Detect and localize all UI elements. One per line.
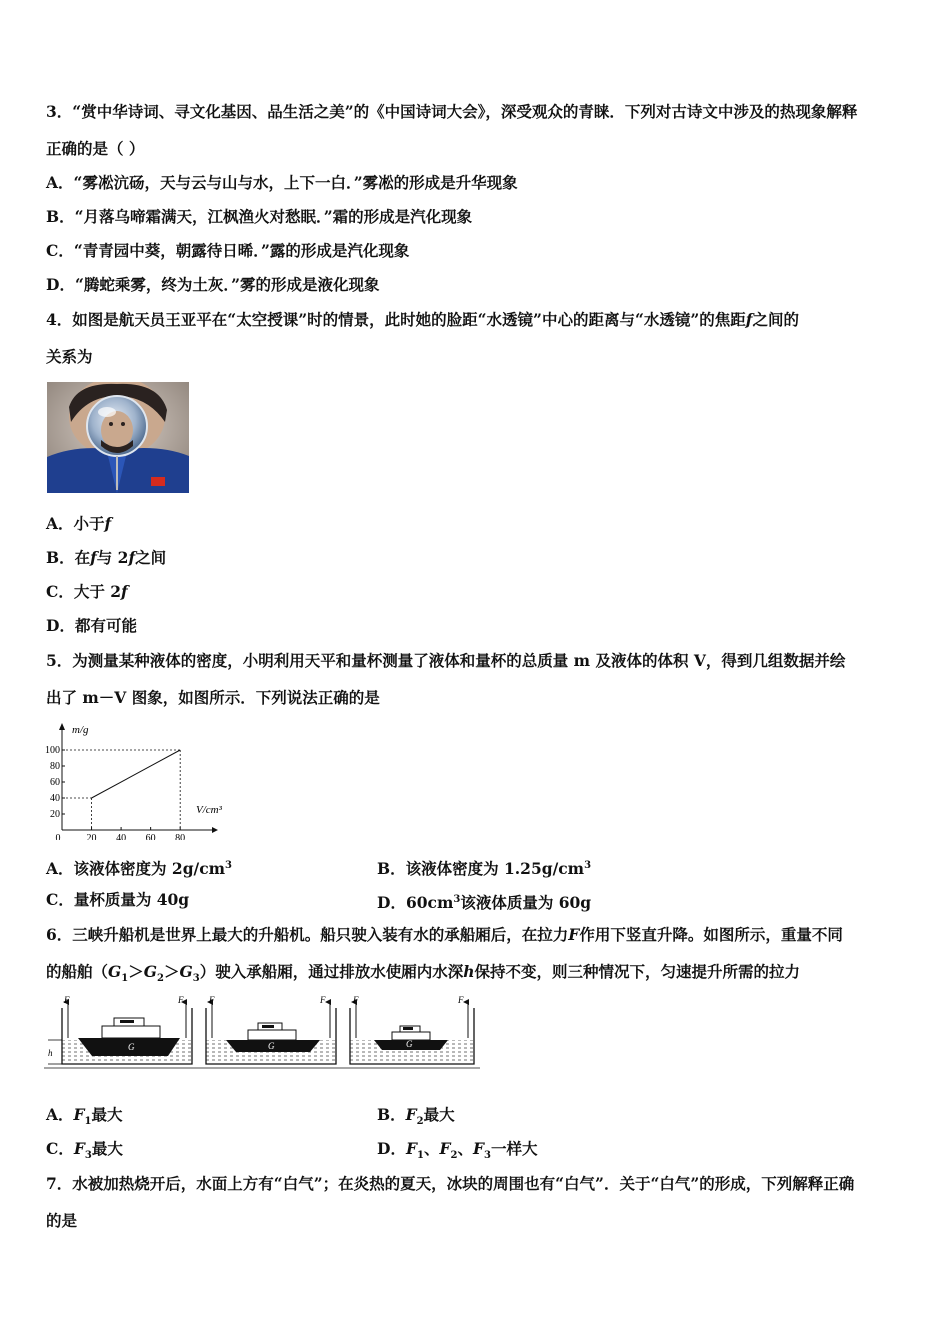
x-axis-arrow [212, 827, 218, 833]
q3-option-c: C．“青青园中葵，朝露待日晞．”露的形成是汽化现象 [46, 241, 410, 260]
q3-option-d: D．“腾蛇乘雾，终为土灰．”雾的形成是液化现象 [46, 275, 380, 294]
y-tick-label: 80 [50, 761, 60, 772]
q6-option-d: D．$F_1$、$F_2$、$F_3$一样大 [377, 1139, 538, 1162]
q3-option-b: B．“月落乌啼霜满天，江枫渔火对愁眠．”霜的形成是汽化现象 [46, 207, 473, 226]
q4-option-d: D．都有可能 [46, 616, 137, 635]
svg-text:F: F [353, 995, 359, 1005]
svg-text:h: h [48, 1048, 53, 1058]
q6-stem-line1: 6．三峡升船机是世界上最大的升船机。船只驶入装有水的承船厢后，在拉力F作用下竖直升降。如图所示，重量不同 [46, 925, 843, 944]
svg-text:F: F [320, 995, 326, 1005]
svg-text:G: G [406, 1039, 413, 1049]
svg-text:F: F [178, 995, 184, 1005]
series-line [92, 750, 181, 798]
q5-stem-line2: 出了 m－V 图象，如图所示．下列说法正确的是 [46, 688, 380, 707]
x-tick-label: 80 [175, 833, 186, 840]
q3-stem-line2: 正确的是（ ） [46, 139, 145, 158]
q6-stem-line2: 的船舶$(G_1>G_2>G_3)$驶入承船厢，通过排放水使厢内水深h保持不变，则三种情况下，匀速提升所需的拉力 [46, 962, 801, 985]
svg-text:F: F [458, 995, 464, 1005]
x-tick-label: 0 [55, 833, 61, 840]
q7-stem-line2: 的是 [46, 1211, 78, 1230]
q5-stem-line1: 5．为测量某种液体的密度，小明利用天平和量杯测量了液体和量杯的总质量 m 及液体的体积 V，得到几组数据并绘 [46, 651, 846, 670]
q5-option-b: B．该液体密度为 $1.25g/cm^3$ [377, 859, 592, 879]
q5-option-c: C．量杯质量为 40g [46, 890, 190, 909]
x-tick-label: 20 [86, 833, 97, 840]
q7-stem-line1: 7．水被加热烧开后，水面上方有“白气”；在炎热的夏天，冰块的周围也有“白气”．关于“白气”的形成，下列解释正确 [46, 1174, 855, 1193]
q6-option-c: C．$F_3$最大 [46, 1139, 123, 1162]
q5-option-a: A．该液体密度为 $2g/cm^3$ [46, 859, 233, 879]
q3-option-a: A．“雾凇沆砀，天与云与山与水，上下一白．”雾凇的形成是升华现象 [46, 173, 518, 192]
q6-option-b: B．$F_2$最大 [377, 1105, 455, 1128]
x-tick-label: 40 [116, 833, 127, 840]
x-tick-label: 60 [145, 833, 156, 840]
y-axis-arrow [59, 723, 65, 730]
svg-text:G: G [128, 1042, 135, 1052]
q4-option-b: B．在f与 2f之间 [46, 548, 167, 567]
q4-option-c: C．大于 2f [46, 582, 128, 601]
svg-text:F: F [64, 995, 70, 1005]
y-tick-label: 20 [50, 809, 60, 820]
y-tick-label: 40 [50, 793, 60, 804]
q5-option-d: D．$60cm^3$该液体质量为 60g [377, 893, 592, 913]
mv-chart [40, 720, 240, 840]
q3-stem-line1: 3．“赏中华诗词、寻文化基因、品生活之美”的《中国诗词大会》，深受观众的青睐．下列对古诗文中涉及的热现象解释 [46, 102, 858, 121]
q6-option-a: A．$F_1$最大 [46, 1105, 123, 1128]
x-axis-label: V/cm³ [196, 804, 222, 816]
ship-lift-diagram [44, 994, 480, 1074]
q4-option-a: A．小于f [46, 514, 112, 533]
svg-text:G: G [268, 1041, 275, 1051]
svg-text:F: F [209, 995, 215, 1005]
y-tick-label: 100 [45, 745, 60, 756]
astronaut-water-lens-photo [47, 382, 189, 493]
y-tick-label: 60 [50, 777, 60, 788]
q4-stem-line1: 4．如图是航天员王亚平在“太空授课”时的情景，此时她的脸距“水透镜”中心的距离与“水透镜”的焦距f之间的 [46, 310, 799, 329]
q4-stem-line2: 关系为 [46, 347, 93, 366]
y-axis-label: m/g [72, 724, 89, 736]
